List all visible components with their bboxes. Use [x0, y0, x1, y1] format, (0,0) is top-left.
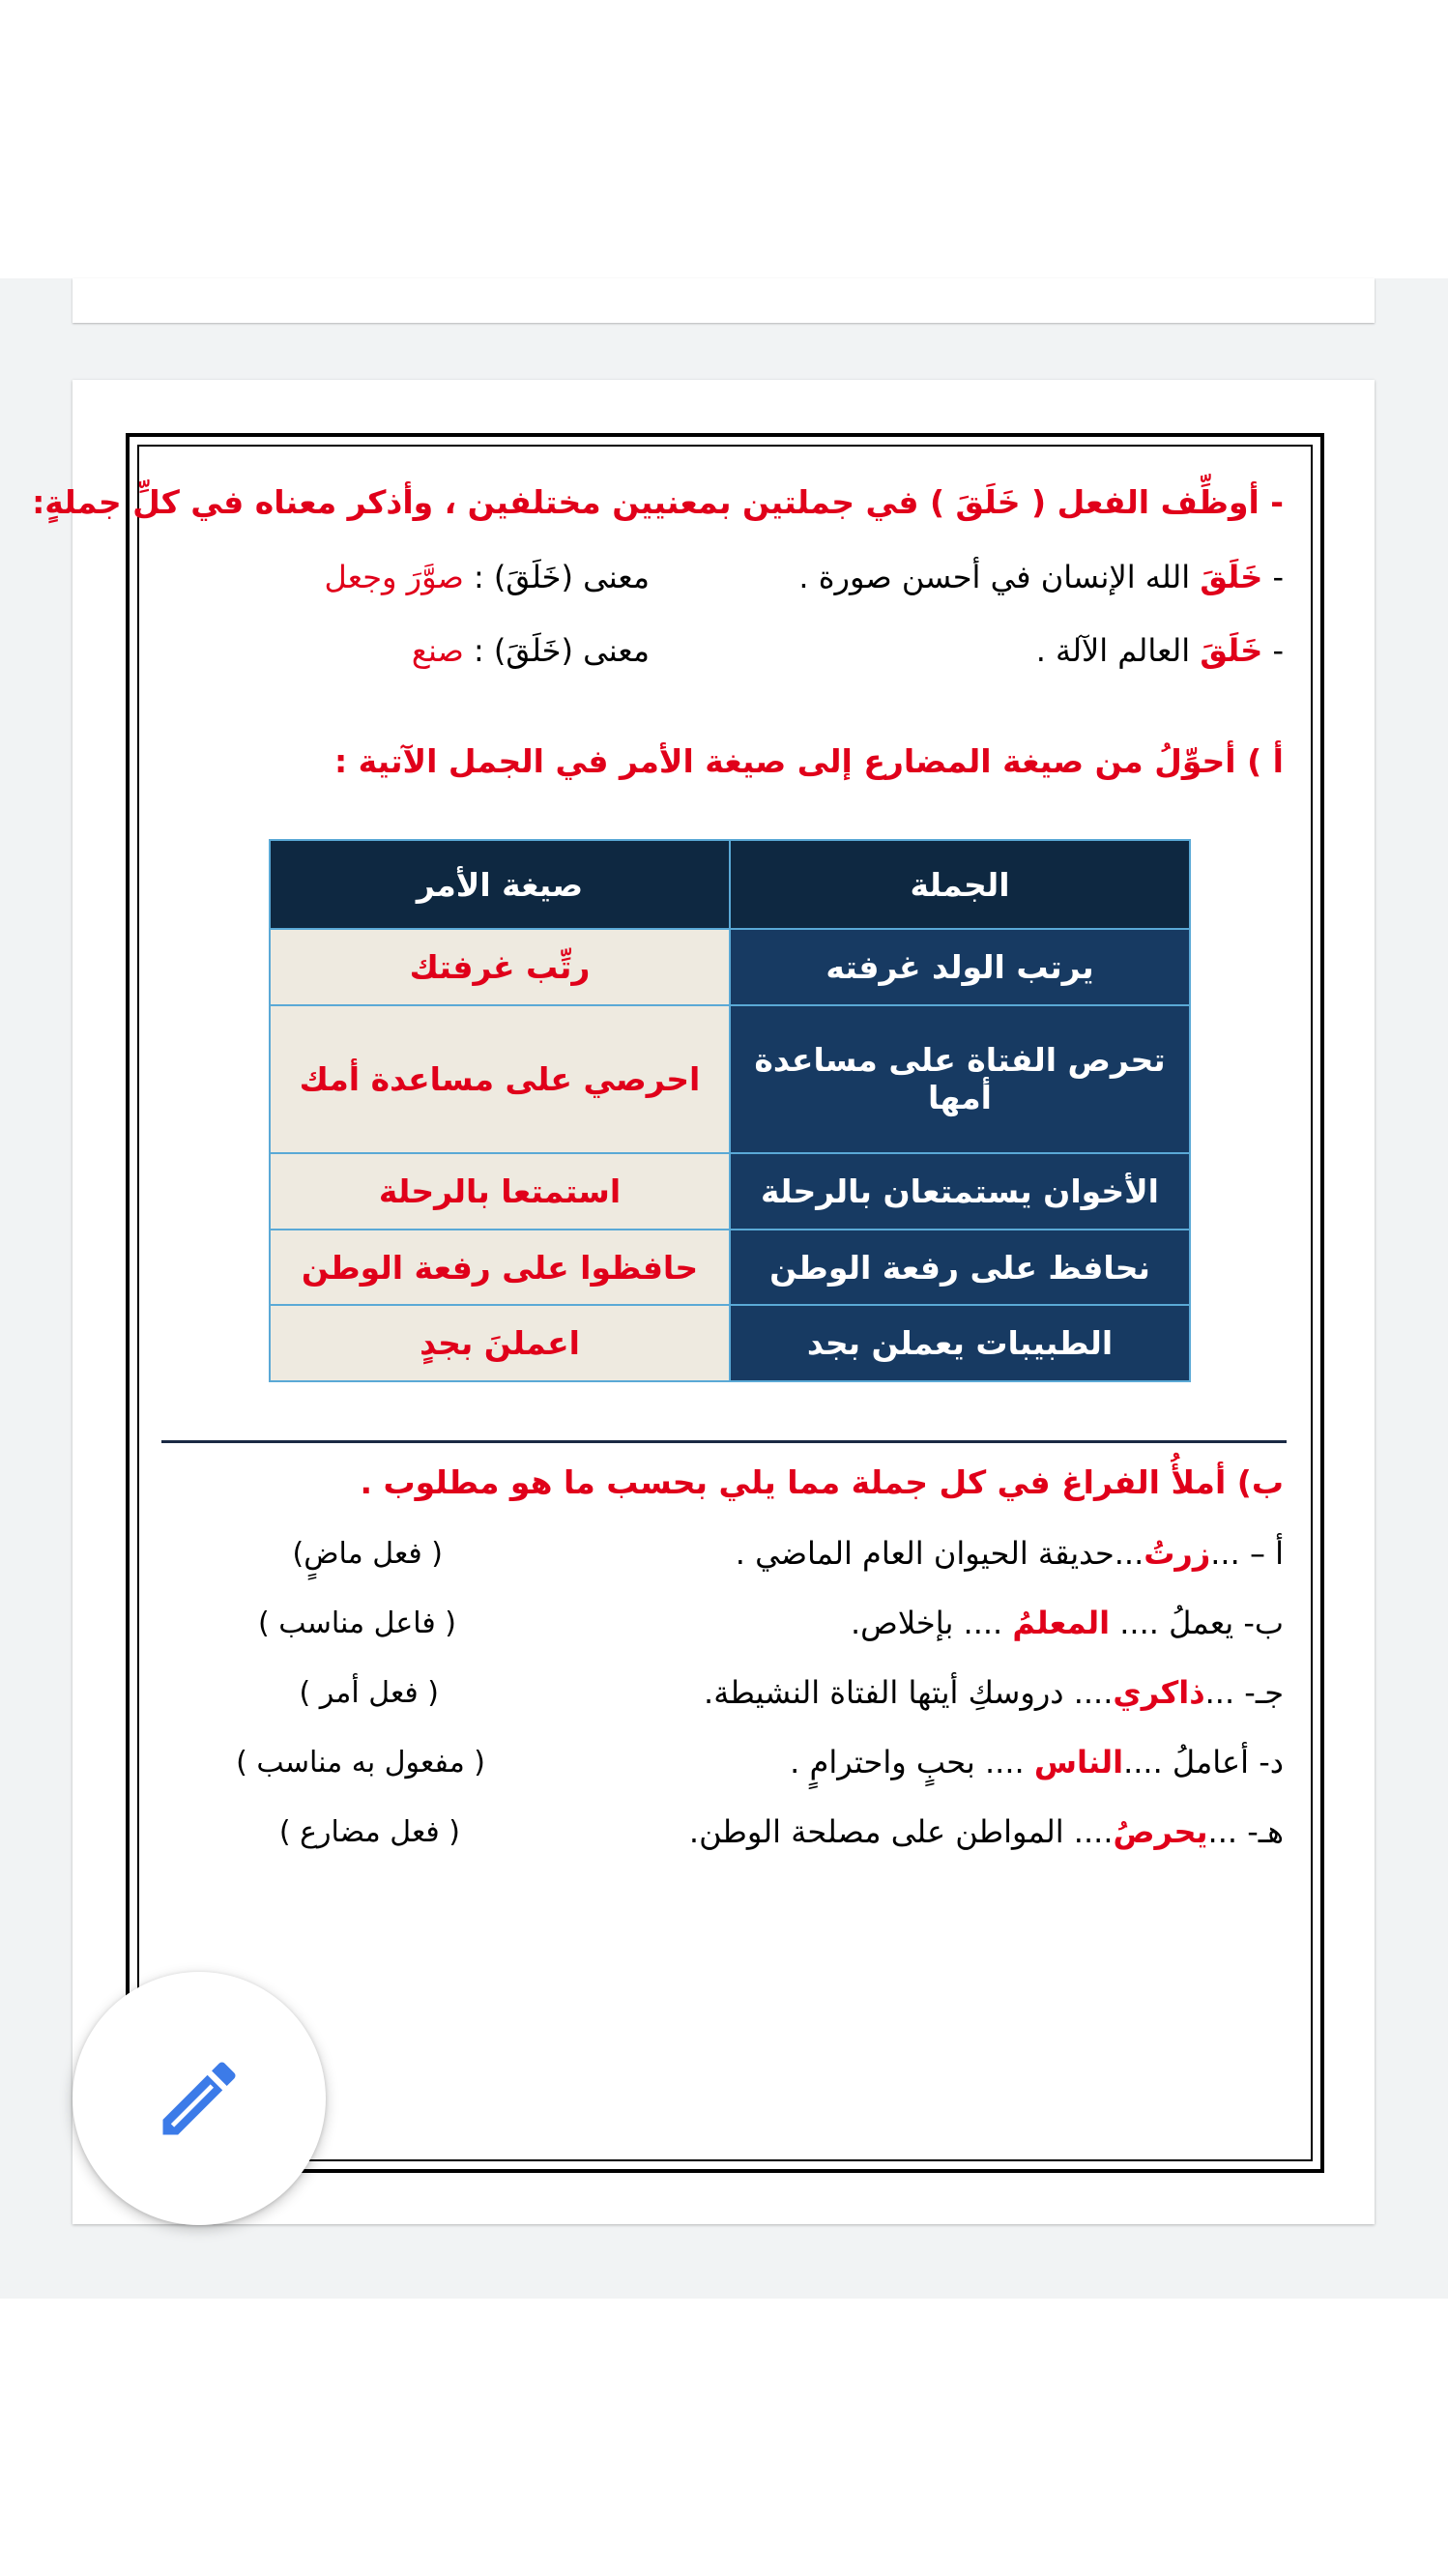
imperative-table — [269, 839, 1191, 1382]
pencil-icon — [151, 2050, 247, 2147]
imperative-cell: احرصي على مساعدة أمك — [270, 1005, 730, 1153]
sentence-cell: يرتب الولد غرفته — [730, 929, 1190, 1005]
header-imperative: صيغة الأمر — [270, 840, 730, 929]
fill-blank-item — [689, 1813, 1284, 1850]
item-prefix: جـ- ... — [1204, 1674, 1284, 1711]
exercise-1-meaning-2 — [412, 632, 650, 669]
exercise-1-instruction: - أوظِّف الفعل ( خَلَقَ ) في جملتين بمعنيين مختلفين ، وأذكر معناه في كلِّ جملةٍ: — [32, 483, 1284, 521]
imperative-cell: حافظوا على رفعة الوطن — [270, 1230, 730, 1306]
sentence-text: الله الإنسان في أحسن صورة . — [798, 559, 1201, 595]
item-answer: ذاكري — [1113, 1674, 1205, 1711]
item-suffix: .... بإخلاص. — [850, 1605, 1013, 1641]
imperative-cell: اعملنَ بجدٍ — [270, 1305, 730, 1381]
item-hint: ( فعل ماضٍ) — [292, 1537, 443, 1571]
item-prefix: أ – ... — [1210, 1535, 1284, 1572]
item-hint: ( فاعل مناسب ) — [258, 1606, 456, 1640]
sentence-cell: الطبيبات يعملن بجد — [730, 1305, 1190, 1381]
edit-button[interactable] — [72, 1972, 326, 2225]
sentence-cell: الأخوان يستمتعان بالرحلة — [730, 1153, 1190, 1230]
fill-blank-item — [851, 1605, 1284, 1641]
item-suffix: .... المواطن على مصلحة الوطن. — [688, 1813, 1114, 1850]
table-row — [270, 1305, 1190, 1381]
item-hint: ( فعل مضارع ) — [278, 1815, 460, 1849]
item-answer: المعلمُ — [1012, 1605, 1111, 1641]
meaning-label: معنى (خَلَقَ) : — [473, 559, 650, 595]
meaning-answer: صوَّرَ وجعل — [324, 559, 464, 595]
fill-blank-item — [704, 1674, 1284, 1711]
item-answer: زرتُ — [1144, 1535, 1211, 1572]
exercise-3-instruction: ب) أملأُ الفراغ في كل جملة مما يلي بحسب ما هو مطلوب . — [360, 1463, 1284, 1501]
item-suffix: ...حديقة الحيوان العام الماضي . — [735, 1535, 1144, 1572]
item-prefix: هـ- ... — [1207, 1813, 1284, 1850]
meaning-label: معنى (خَلَقَ) : — [473, 632, 650, 669]
sentence-cell: تحرص الفتاة على مساعدة أمها — [730, 1005, 1190, 1153]
item-suffix: .... بحبٍ واحترامٍ . — [790, 1744, 1034, 1780]
table-row — [270, 1005, 1190, 1153]
item-prefix: د- أعاملُ .... — [1123, 1744, 1284, 1780]
fill-blank-item — [736, 1535, 1284, 1572]
verb: خَلَقَ — [1200, 559, 1263, 595]
table-row — [270, 1230, 1190, 1306]
table-row — [270, 929, 1190, 1005]
exercise-1-meaning-1 — [325, 559, 650, 595]
item-prefix: ب- يعملُ .... — [1110, 1605, 1284, 1641]
table-header-row — [270, 840, 1190, 929]
header-sentence: الجملة — [730, 840, 1190, 929]
item-answer: يحرصُ — [1113, 1813, 1208, 1850]
exercise-1-sentence-1: - خَلَقَ الله الإنسان في أحسن صورة . — [798, 559, 1284, 595]
table-row — [270, 1153, 1190, 1230]
section-divider — [161, 1440, 1287, 1443]
verb: خَلَقَ — [1200, 632, 1263, 669]
imperative-cell: رتِّب غرفتك — [270, 929, 730, 1005]
previous-page — [72, 278, 1375, 323]
sentence-text: العالم الآلة . — [1035, 632, 1201, 669]
exercise-1-sentence-2: - خَلَقَ العالم الآلة . — [1035, 632, 1284, 669]
imperative-cell: استمتعا بالرحلة — [270, 1153, 730, 1230]
exercise-2-instruction: أ ) أحوِّلُ من صيغة المضارع إلى صيغة الأمر في الجمل الآتية : — [333, 742, 1284, 780]
item-hint: ( مفعول به مناسب ) — [236, 1746, 485, 1780]
item-answer: الناس — [1033, 1744, 1124, 1780]
item-hint: ( فعل أمر ) — [299, 1676, 439, 1710]
fill-blank-item — [790, 1744, 1284, 1780]
item-suffix: .... دروسكِ أيتها الفتاة النشيطة. — [704, 1674, 1114, 1711]
sentence-cell: نحافظ على رفعة الوطن — [730, 1230, 1190, 1306]
meaning-answer: صنع — [411, 632, 464, 669]
